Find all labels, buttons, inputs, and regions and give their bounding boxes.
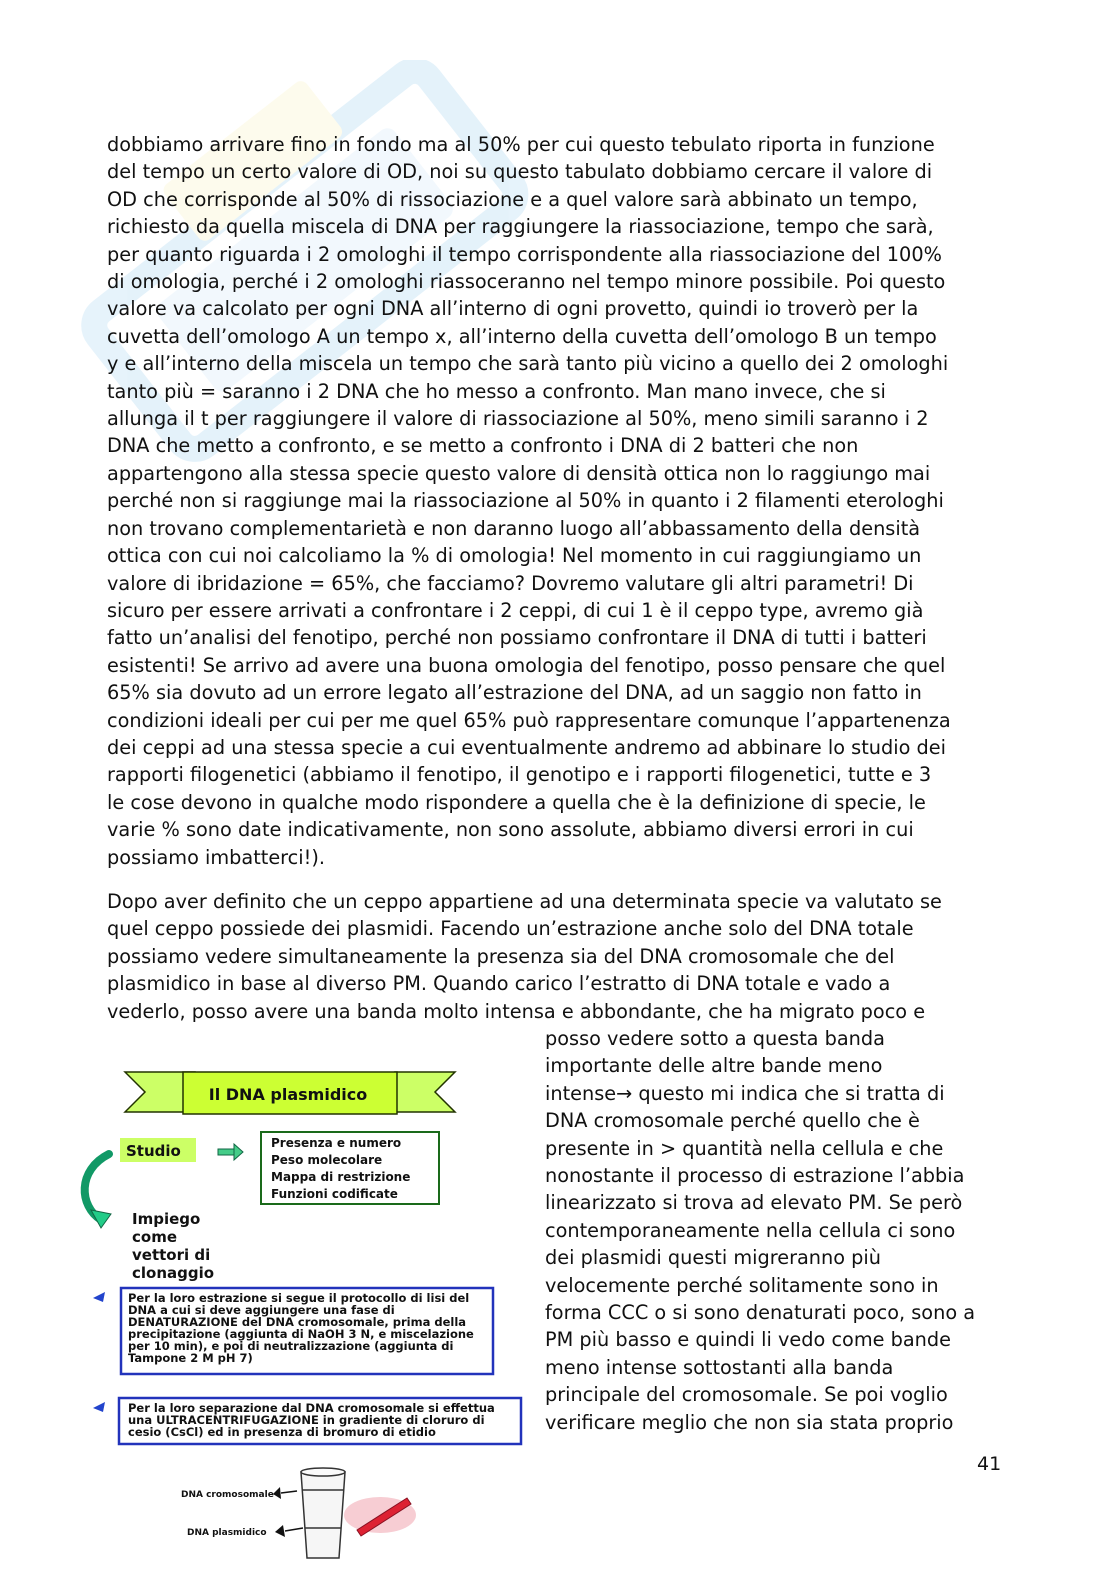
text-line: perché non si raggiunge mai la riassociazione al 50% in quanto i 2 filamenti eterologhi <box>107 489 944 513</box>
text-line: meno intense sottostanti alla banda <box>545 1355 894 1379</box>
text-line: fatto un’analisi del fenotipo, perché non possiamo confrontare il DNA di tutti i batteri <box>107 626 927 650</box>
separation-line: Per la loro separazione dal DNA cromosomale si effettua <box>128 1401 495 1415</box>
tube-label-chromosomal: DNA cromosomale <box>181 1490 274 1500</box>
text-line: appartengono alla stessa specie questo valore di densità ottica non lo raggiungo mai <box>107 461 931 485</box>
text-line: presente in > quantità nella cellula e che <box>545 1136 944 1160</box>
separation-line: una ULTRACENTRIFUGAZIONE in gradiente di cloruro di <box>128 1413 485 1427</box>
text-line: dei ceppi ad una stessa specie a cui eventualmente andremo ad abbinare lo studio dei <box>107 735 946 759</box>
paragraph-plasmids <box>107 888 942 1025</box>
text-line: principale del cromosomale. Se poi voglio <box>545 1383 948 1407</box>
text-line: valore di ibridazione = 65%, che facciamo? Dovremo valutare gli altri parametri! Di <box>107 571 914 595</box>
text-line: vederlo, posso avere una banda molto intensa e abbondante, che ha migrato poco e <box>107 999 926 1023</box>
text-line: PM più basso e quindi li vedo come bande <box>545 1328 951 1352</box>
studio-item: Mappa di restrizione <box>271 1170 411 1184</box>
text-line: condizioni ideali per cui per me quel 65% può rappresentare comunque l’appartenenza <box>107 708 951 732</box>
text-line: linearizzato si trova ad elevato PM. Se però <box>545 1191 963 1215</box>
text-line: verificare meglio che non sia stata proprio <box>545 1410 954 1434</box>
text-line: plasmidico in base al diverso PM. Quando carico l’estratto di DNA totale e vado a <box>107 972 891 996</box>
centrifuge-tube-icon <box>301 1468 345 1558</box>
text-line: per quanto riguarda i 2 omologhi il tempo corrispondente alla riassociazione del 100% <box>107 242 942 266</box>
text-line: cuvetta dell’omologo A un tempo x, all’interno della cuvetta dell’omologo B un tempo <box>107 324 937 348</box>
text-line: intense→ questo mi indica che si tratta di <box>545 1081 945 1105</box>
text-line: y e all’interno della miscela un tempo che sarà tanto più vicino a quello dei 2 omologhi <box>107 352 949 376</box>
paragraph-side-column <box>545 1025 975 1436</box>
text-line: DNA che metto a confronto, e se metto a confronto i DNA di 2 batteri che non <box>107 434 859 458</box>
extraction-line: DENATURAZIONE del DNA cromosomale, prima della <box>128 1315 467 1329</box>
extraction-line: per 10 min), e poi di neutralizzazione (aggiunta di <box>128 1339 454 1353</box>
pipette-icon <box>344 1497 416 1536</box>
tube-label-plasmidic: DNA plasmidico <box>187 1528 267 1538</box>
text-line: importante delle altre bande meno <box>545 1054 883 1078</box>
text-line: dei plasmidi questi migreranno più <box>545 1246 881 1270</box>
studio-item: Peso molecolare <box>271 1153 383 1167</box>
arrow-right-icon <box>218 1144 243 1160</box>
impiego-line: Impiego <box>132 1210 201 1228</box>
plasmid-dna-figure <box>75 1060 545 1579</box>
text-line: le cose devono in qualche modo rispondere a quella che è la definizione di specie, le <box>107 790 926 814</box>
text-line: dobbiamo arrivare fino in fondo ma al 50% per cui questo tebulato riporta in funzione <box>107 133 935 156</box>
text-line: possiamo imbatterci!). <box>107 845 326 869</box>
text-line: Dopo aver definito che un ceppo appartiene ad una determinata specie va valutato se <box>107 890 942 913</box>
bullet-icon <box>93 1292 105 1302</box>
paragraph-main <box>107 131 951 871</box>
arrow-left-icon <box>273 1487 297 1499</box>
arrow-left-icon <box>275 1525 303 1537</box>
text-line: velocemente perché solitamente sono in <box>545 1273 939 1297</box>
studio-label: Studio <box>126 1142 181 1160</box>
page-number: 41 <box>977 1453 1002 1475</box>
text-line: ottica con cui noi calcoliamo la % di omologia! Nel momento in cui raggiungiamo un <box>107 544 922 568</box>
extraction-line: precipitazione (aggiunta di NaOH 3 N, e miscelazione <box>128 1327 474 1341</box>
bullet-icon <box>93 1402 105 1412</box>
separation-line: cesio (CsCl) ed in presenza di bromuro di etidio <box>128 1425 436 1439</box>
text-line: OD che corrisponde al 50% di rissociazione e a quel valore sarà abbinato un tempo, <box>107 187 918 211</box>
studio-item: Presenza e numero <box>271 1136 402 1150</box>
banner-ribbon-right <box>395 1072 455 1112</box>
text-line: tanto più = saranno i 2 DNA che ho messo a confronto. Man mano invece, che si <box>107 379 886 403</box>
impiego-line: vettori di <box>132 1246 211 1264</box>
text-line: contemporaneamente nella cellula ci sono <box>545 1218 956 1242</box>
text-line: sicuro per essere arrivati a confrontare i 2 ceppi, di cui 1 è il ceppo type, avremo già <box>107 598 924 622</box>
text-line: valore va calcolato per ogni DNA all’interno di ogni provetto, quindi io troverò per la <box>107 297 919 321</box>
text-line: 65% sia dovuto ad un errore legato all’estrazione del DNA, ad un saggio non fatto in <box>107 681 922 705</box>
text-line: del tempo un certo valore di OD, noi su questo tabulato dobbiamo cercare il valore di <box>107 160 933 184</box>
text-line: di omologia, perché i 2 omologhi riassoceranno nel tempo minore possibile. Poi questo <box>107 270 946 294</box>
text-line: non trovano complementarietà e non daranno luogo all’abbassamento della densità <box>107 516 921 540</box>
text-line: DNA cromosomale perché quello che è <box>545 1109 920 1133</box>
text-line: quel ceppo possiede dei plasmidi. Facendo un’estrazione anche solo del DNA totale <box>107 917 914 941</box>
text-line: allunga il t per raggiungere il valore di riassociazione al 50%, meno simili saranno i 2 <box>107 407 929 431</box>
extraction-line: Tampone 2 M pH 7) <box>128 1351 253 1365</box>
curved-arrow-icon <box>85 1154 111 1228</box>
text-line: possiamo vedere simultaneamente la presenza sia del DNA cromosomale che del <box>107 944 895 968</box>
impiego-line: clonaggio <box>132 1264 215 1282</box>
extraction-line: Per la loro estrazione si segue il protocollo di lisi del <box>128 1291 470 1305</box>
text-line: rapporti filogenetici (abbiamo il fenotipo, il genotipo e i rapporti filogenetici, tutte e 3 <box>107 763 932 787</box>
studio-item: Funzioni codificate <box>271 1187 398 1201</box>
text-line: varie % sono date indicativamente, non sono assolute, abbiamo diversi errori in cui <box>107 818 914 842</box>
impiego-line: come <box>132 1228 177 1246</box>
extraction-line: DNA a cui si deve aggiungere una fase di <box>128 1303 395 1317</box>
text-line: forma CCC o si sono denaturati poco, sono a <box>545 1301 976 1325</box>
banner-title: Il DNA plasmidico <box>208 1085 368 1104</box>
text-line: esistenti! Se arrivo ad avere una buona omologia del fenotipo, posso pensare che quel <box>107 653 946 677</box>
text-line: posso vedere sotto a questa banda <box>545 1027 885 1050</box>
text-line: nonostante il processo di estrazione l’abbia <box>545 1164 965 1188</box>
text-line: richiesto da quella miscela di DNA per raggiungere la riassociazione, tempo che sarà, <box>107 215 934 239</box>
